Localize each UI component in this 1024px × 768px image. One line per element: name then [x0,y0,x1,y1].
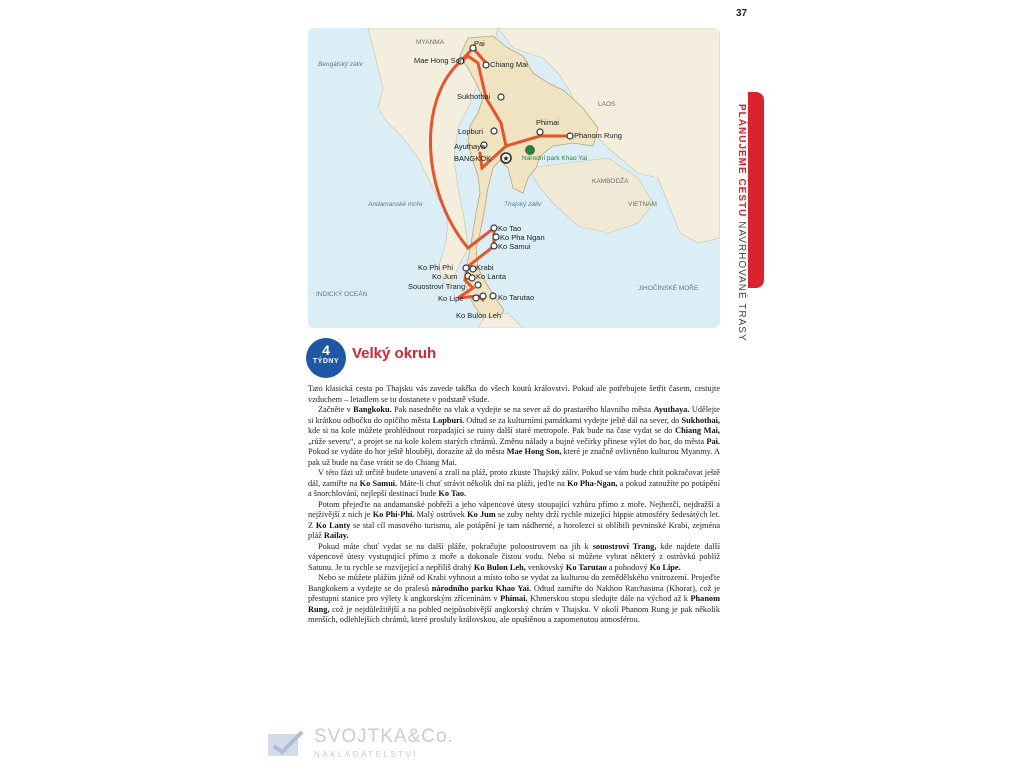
paragraph-andaman: Potom přejeďte na andamanské pobřeží a jeho vápencové útesy stoupající vzhůru přímo z moře. Nejhezčí, nejdražší a nejživější z nich je Ko Phi-Phi. Malý ostrůvek Ko Jum se zuby nehty drží rychle mizející hippie atmosféry šedesátých let. Z Ko Lanty se stal cíl masového turismu, ale potápění je tam nádherné, a horolezci si oblíbili pevninské Krabi, zejména pláž Railay. [308,499,721,540]
label-kambodza: KAMBODŽA [592,178,629,185]
route-map [308,28,720,328]
label-mae-hong-son: Mae Hong Son [414,56,465,65]
paragraph-north: Začněte v Bangkoku. Pak nasedněte na vlak a vydejte se na sever až do prastarého hlavního města Ayuthaya. Udělejte si krátkou odbočku do opičího města Lopburi. Odtud se za kulturními památkami vydejte ještě dál na sever, do Sukhothai, kde si na kole můžete prohlédnout rozpadající se ruiny další staré metropole. Pak bude na čase vydat se do Chiang Mai, „růže severu“, a projet se na kole kolem starých chrámů. Změnu nálady a bujné večírky přinese výlet do hor, do města Pai. Pokud se vydáte do hor ještě hlouběji, dorazíte až do města Mae Hong Son, které je značně ovlivněno kulturou Myanmy. A pak už bude na čase vrátit se do Chiang Mai. [308,405,720,467]
page-number: 37 [736,8,748,19]
paragraph-intro: Tato klasická cesta po Thajsku vás zavede takřka do všech koutů království. Pokud ale potřebujete šetřit časem, cestujte vzduchem – letadlem se tu dostanete v podstatě všude. [308,384,720,404]
label-lopburi: Lopburi [458,127,484,136]
label-krabi: Krabi [476,263,494,272]
marker-ko-lanta [469,275,475,281]
label-myanma: MYANMA [416,39,445,46]
marker-khao-yai [525,145,535,155]
marker-lopburi [491,128,497,134]
article-title: Velký okruh [352,345,437,362]
paragraph-gulf: V této fázi už určitě budete unavení a zralí na pláž, proto zkuste Thajský záliv. Pokud se vám bude chtít pokračovat ještě dál, zamiřte na Ko Samui. Máte-li chuť strávit několik dní na pláži, jeďte na Ko Pha-Ngan, a pokud zatoužíte po potápění a šnorchlování, nejlepší destinací bude Ko Tao. [308,468,720,498]
marker-ko-lipe [473,295,479,301]
chapter-tab [748,92,764,288]
paragraph-east: Nebo se můžete plážím jižně od Krabi vyhnout a místo toho se vydat za kulturou do zemědělského vnitrozemí. Projeďte Bangkokem a vydejte se do pralesů národního parku Khao Yai. Odtud zamiřte do Nakhon Ratchasima (Khorat), což je přestupní stanice pro výlety k angkorským zříceninám v Phimai. Khmerskou stopu sledujte dále na východ až k Phanom Rung, což je nejdůležitější a na pohled nejpůsobivější angkorský chrám v Thajsku. V okolí Phanom Rung je pak několik menších, odlehlejších chrámů, které prosluly královskou, ale opuštěnou a zapomenutou atmosférou. [308,573,721,624]
label-pai: Pai [474,39,485,48]
label-south-china-sea: JIHOČÍNSKÉ MOŘE [638,285,699,292]
label-trang: Souostroví Trang [408,282,466,291]
label-ko-tarutao: Ko Tarutao [498,293,535,302]
label-ko-samui: Ko Samui [498,242,531,251]
duration-number: 4 [322,342,330,358]
marker-ko-samui [491,243,497,249]
label-andaman-sea: Andamanské moře [368,201,423,208]
marker-chiang-mai [483,62,489,68]
label-ko-phi-phi: Ko Phi Phi [418,263,454,272]
label-ko-jum: Ko Jum [432,272,458,281]
label-khao-yai: Národní park Khao Yai [522,155,588,162]
marker-sukhothai [498,94,504,100]
label-phimai: Phimai [536,118,559,127]
publisher-logo-icon [268,730,306,758]
publisher-subtitle: NAKLADATELSTVÍ [314,750,419,759]
chapter-label [724,104,746,344]
duration-badge [306,338,346,378]
label-ko-lanta: Ko Lanta [476,272,507,281]
marker-ko-bulon-leh [480,293,486,299]
label-ko-lipe: Ko Lipe [438,294,464,303]
label-ko-pha-ngan: Ko Pha Ngan [500,233,545,242]
marker-ko-tao [491,225,497,231]
chapter-title: PLÁNUJEME CESTU [736,104,747,218]
chapter-subtitle: NAVRHOVANÉ TRASY [736,221,747,342]
label-gulf-thailand: Thajský záliv [504,201,542,208]
label-ko-bulon-leh: Ko Bulon Leh [456,311,502,320]
label-laos: LAOS [598,101,616,108]
duration-unit: TÝDNY [312,358,340,365]
label-ayuthaya: Ayuthaya [454,142,486,151]
label-bengal-bay: Bengálský záliv [318,61,363,68]
label-chiang-mai: Chiang Mai [490,60,528,69]
marker-ko-tarutao [490,293,496,299]
label-vietnam: VIETNAM [628,201,657,208]
map-svg [308,28,720,328]
bangkok-star-icon: ★ [502,154,510,163]
label-phanom-rung: Phanom Rung [574,131,622,140]
marker-phimai [537,129,543,135]
marker-ko-phi-phi [463,265,469,271]
article-body [308,384,720,626]
marker-phanom-rung [567,133,573,139]
publisher-name: SVOJTKA&Co. [314,726,454,747]
paragraph-south: Pokud máte chuť vydat se na další pláže, pokračujte poloostrovem na jih k souostroví Trang, kde najdete další vápencové útesy vystupující přímo z moře a dokonale čistou vodu. Nebo si můžete vybrat některý z ostrůvků poblíž Satunu. Je tu rychle se rozvíjející a nepříliš drahý Ko Bulon Leh, venkovský Ko Tarutao a pohodový Ko Lipe. [308,541,721,572]
label-indian-ocean: INDICKÝ OCEÁN [316,291,368,298]
label-ko-tao: Ko Tao [498,224,522,233]
marker-trang [475,282,481,288]
label-sukhothai: Sukhothai [457,92,491,101]
publisher-watermark [268,724,468,764]
marker-ko-pha-ngan [493,234,499,240]
label-bangkok: BANGKOK [454,154,492,163]
